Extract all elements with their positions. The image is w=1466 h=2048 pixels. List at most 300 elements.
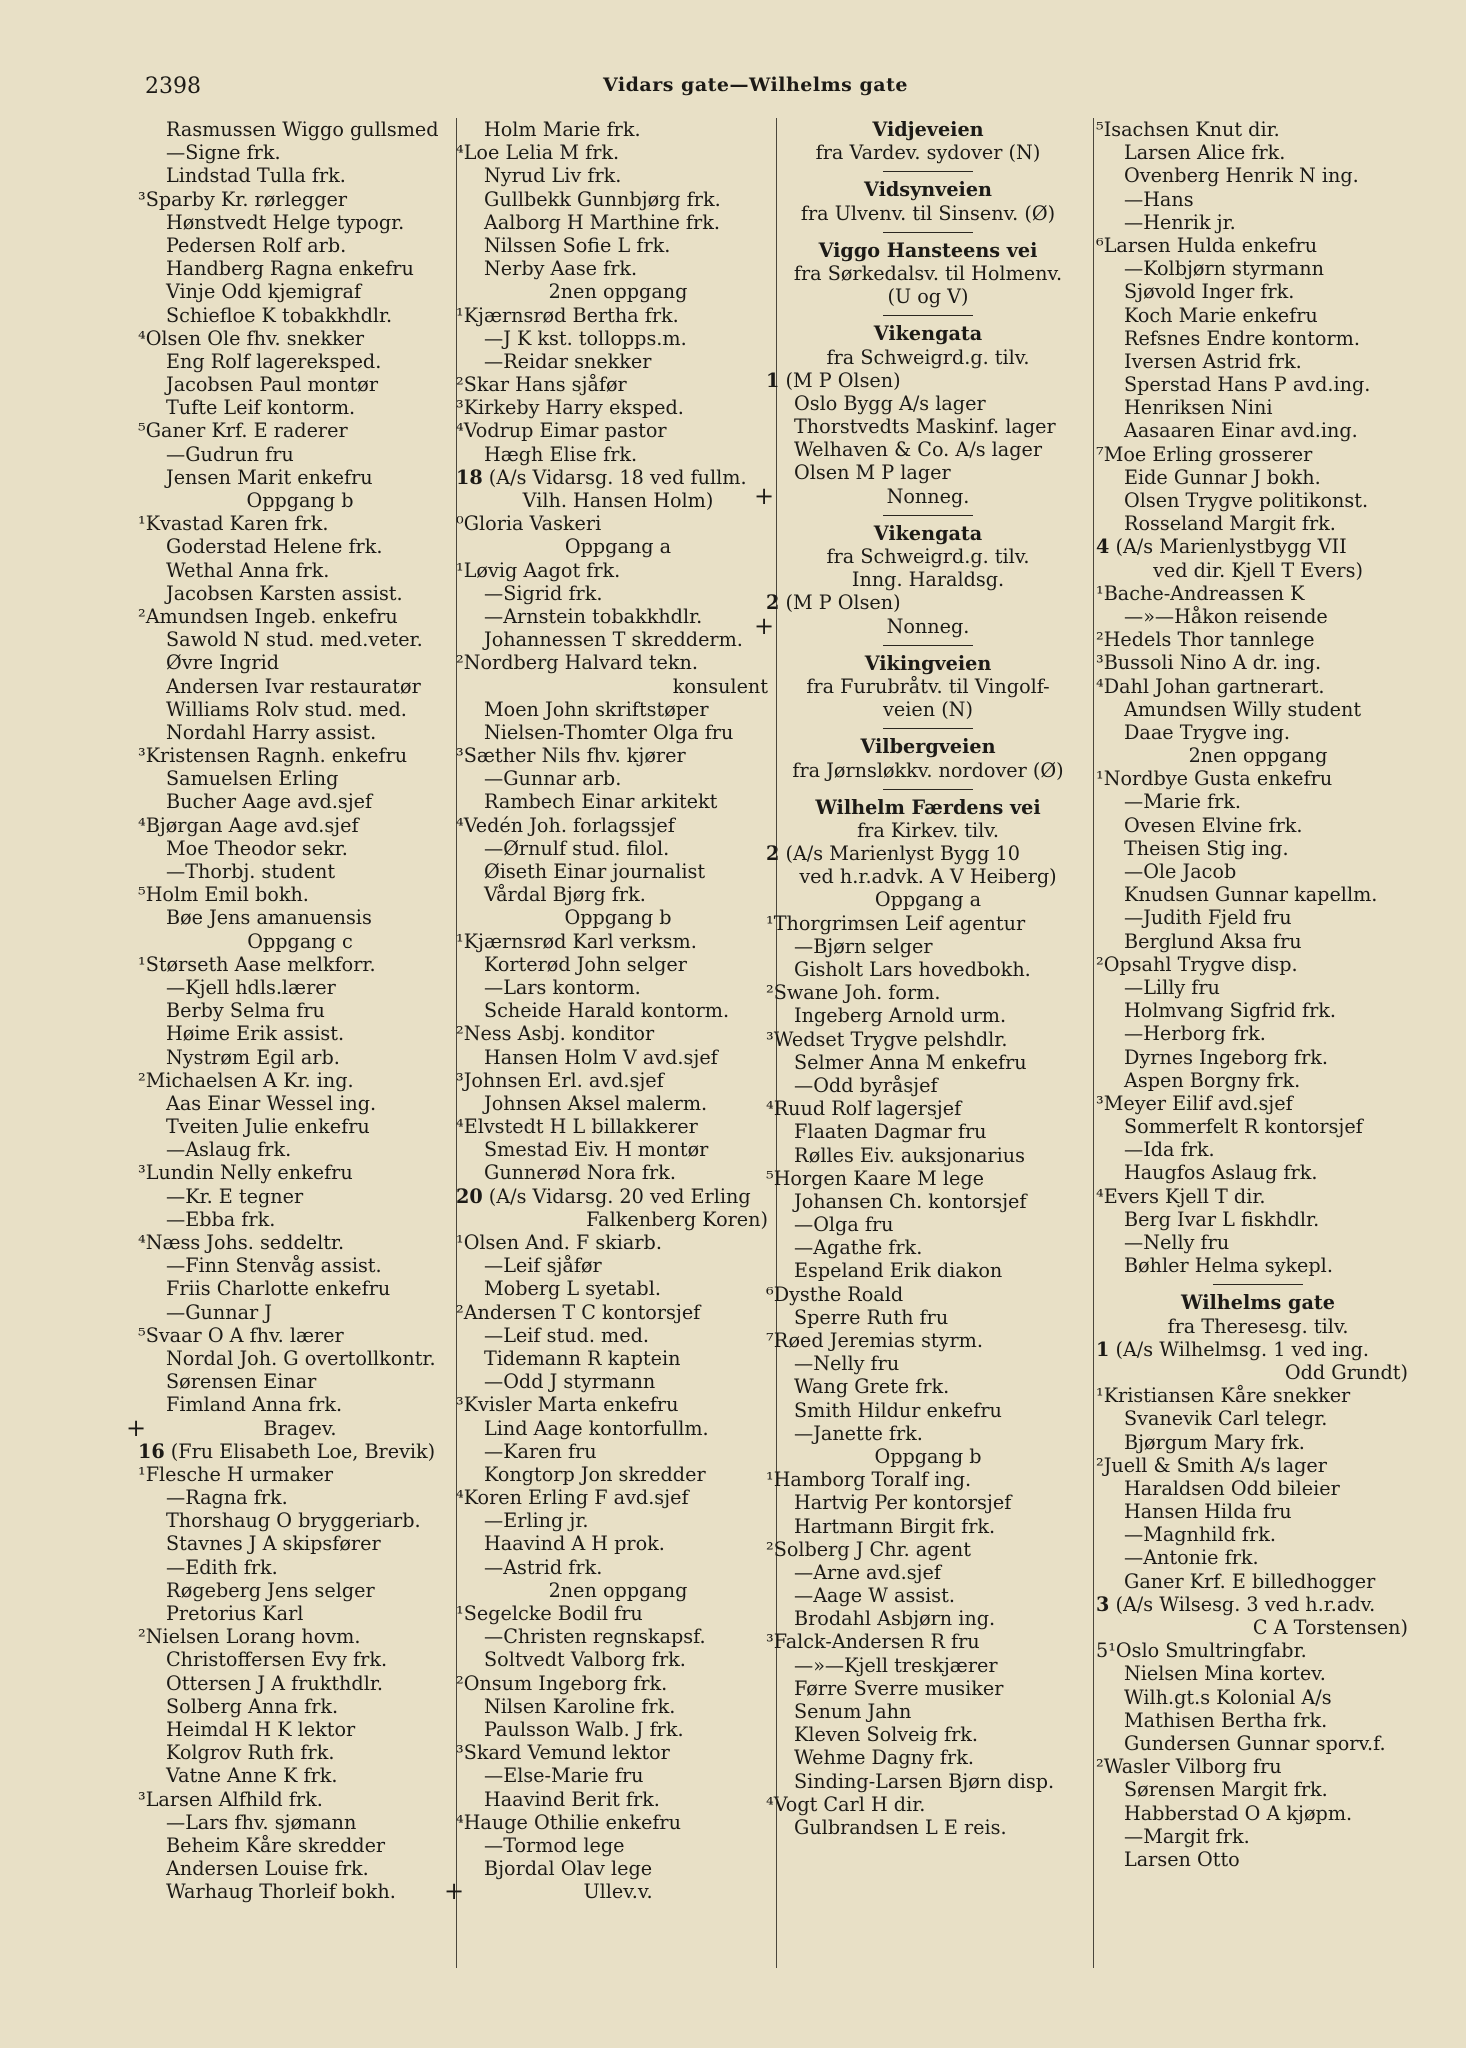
page-header xyxy=(145,74,1366,104)
entry-text: ⁶Dysthe Roald xyxy=(766,1282,904,1306)
directory-entry xyxy=(150,1138,450,1161)
directory-entry xyxy=(138,1161,450,1184)
entry-text: Smestad Eiv. H montør xyxy=(484,1138,709,1162)
entry-text: ²Andersen T C kontorsjef xyxy=(456,1300,701,1324)
section-label xyxy=(1108,1315,1408,1338)
entry-text: ²Skar Hans sjåfør xyxy=(456,373,627,397)
entry-text: Wilh.gt.s Kolonial A/s xyxy=(1124,1685,1332,1709)
directory-entry xyxy=(150,1393,450,1416)
directory-entry xyxy=(468,767,768,790)
directory-entry xyxy=(456,512,768,535)
directory-entry xyxy=(456,1672,768,1695)
entry-text: Bragev. xyxy=(263,1416,337,1440)
directory-entry xyxy=(1108,790,1408,813)
directory-entry xyxy=(1108,373,1408,396)
entry-text: Andersen Ivar restauratør xyxy=(166,674,421,698)
entry-text: ²Ness Asbj. konditor xyxy=(456,1022,655,1046)
entry-text: Selmer Anna M enkefru xyxy=(794,1050,1027,1074)
entry-text: ⁵Isachsen Knut dir. xyxy=(1096,118,1280,141)
directory-entry xyxy=(138,327,450,350)
column-1 xyxy=(126,118,450,1904)
entry-text: —Judith Fjeld fru xyxy=(1124,906,1292,930)
entry-text: Hønstvedt Helge typogr. xyxy=(166,210,405,234)
directory-entry xyxy=(778,1213,1078,1236)
directory-entry xyxy=(468,860,768,883)
entry-text: 18 (A/s Vidarsg. 18 ved fullm. xyxy=(456,465,747,489)
entry-text: ¹Løvig Aagot frk. xyxy=(456,558,621,582)
directory-entry xyxy=(778,1236,1078,1259)
directory-entry xyxy=(468,1648,768,1671)
cross-street-icon: + xyxy=(754,481,775,510)
entry-text: Wethal Anna frk. xyxy=(166,558,330,582)
entry-text: ⁴Vedén Joh. forlagssjef xyxy=(456,813,675,837)
entry-text: Bøe Jens amanuensis xyxy=(166,906,372,930)
directory-entry xyxy=(1108,188,1408,211)
entry-text: —Kjell hdls.lærer xyxy=(166,975,336,999)
building-number-line xyxy=(766,369,1078,392)
entry-text: —Arnstein tobakkhdlr. xyxy=(484,604,703,628)
entry-text: —Ragna frk. xyxy=(166,1486,288,1510)
entry-text: Eide Gunnar J bokh. xyxy=(1124,465,1321,489)
directory-entry xyxy=(1108,512,1408,535)
directory-entry xyxy=(150,1880,450,1903)
street-heading xyxy=(778,118,1078,141)
entry-text: Larsen Otto xyxy=(1124,1847,1240,1871)
entry-text: ⁴Elvstedt H L billakkerer xyxy=(456,1115,698,1139)
entry-text: Sperstad Hans P avd.ing. xyxy=(1124,373,1371,397)
directory-entry xyxy=(766,1630,1078,1653)
entry-text: Gulbrandsen L E reis. xyxy=(794,1815,1007,1839)
entry-text: Viggo Hansteens vei xyxy=(818,238,1038,262)
entry-text: fra Jørnsløkkv. nordover (Ø) xyxy=(792,758,1064,782)
entry-text: Vårdal Bjørg frk. xyxy=(484,883,646,907)
entry-text: Holmvang Sigfrid frk. xyxy=(1124,999,1336,1023)
directory-entry xyxy=(1108,1022,1408,1045)
directory-entry xyxy=(150,1811,450,1834)
directory-entry xyxy=(150,675,450,698)
section-label xyxy=(778,888,1078,911)
entry-text: Hartvig Per kontorsjef xyxy=(794,1491,1012,1515)
entry-text: ³Kirkeby Harry eksped. xyxy=(456,396,684,420)
directory-entry xyxy=(468,721,768,744)
entry-text: ²Wasler Vilborg fru xyxy=(1096,1755,1282,1779)
entry-text: Kongtorp Jon skredder xyxy=(484,1462,706,1486)
entry-text: ¹Kvastad Karen frk. xyxy=(138,512,329,536)
entry-text: —Lars kontorm. xyxy=(484,975,641,999)
entry-text: —Ørnulf stud. filol. xyxy=(484,836,670,860)
entry-text: Scheide Harald kontorm. xyxy=(484,999,730,1023)
section-label xyxy=(150,489,450,512)
directory-entry xyxy=(1108,1709,1408,1732)
entry-text: Vilh. Hansen Holm) xyxy=(522,489,714,512)
entry-text: —Marie frk. xyxy=(1124,790,1242,814)
entry-text: —Finn Stenvåg assist. xyxy=(166,1254,382,1278)
directory-entry xyxy=(150,396,450,419)
directory-entry xyxy=(468,1347,768,1370)
directory-entry xyxy=(468,1834,768,1857)
entry-text: ²Swane Joh. form. xyxy=(766,981,941,1005)
street-heading xyxy=(778,652,1078,675)
section-label xyxy=(468,535,768,558)
entry-text: Koch Marie enkefru xyxy=(1124,303,1318,327)
directory-entry xyxy=(1108,1500,1408,1523)
entry-text: Høime Erik assist. xyxy=(166,1022,345,1046)
directory-entry xyxy=(778,1074,1078,1097)
directory-entry xyxy=(456,814,768,837)
directory-entry xyxy=(468,790,768,813)
building-number-line xyxy=(766,591,1078,614)
entry-text: —J K kst. tollopps.m. xyxy=(484,326,687,350)
entry-text: ved h.r.advk. A V Heiberg) xyxy=(799,865,1057,889)
entry-text: ²Hedels Thor tannlege xyxy=(1096,628,1315,652)
directory-entry xyxy=(778,1306,1078,1329)
directory-entry xyxy=(1096,1755,1408,1778)
entry-text: ³Larsen Alfhild frk. xyxy=(138,1787,323,1811)
section-label xyxy=(778,202,1078,225)
directory-entry xyxy=(766,1028,1078,1051)
entry-text: Kolgrov Ruth frk. xyxy=(166,1741,335,1765)
entry-text: ¹Hamborg Toralf ing. xyxy=(766,1468,972,1492)
directory-entry xyxy=(1108,1477,1408,1500)
directory-entry xyxy=(138,1788,450,1811)
entry-text: Habberstad O A kjøpm. xyxy=(1124,1801,1353,1825)
cross-street-icon: + xyxy=(754,611,775,640)
entry-text: Daae Trygve ing. xyxy=(1124,720,1290,744)
entry-text: Olsen M P lager xyxy=(794,461,951,485)
directory-entry xyxy=(778,1144,1078,1167)
directory-entry xyxy=(778,1120,1078,1143)
directory-entry xyxy=(150,1370,450,1393)
entry-text: ¹Nordbye Gusta enkefru xyxy=(1096,767,1333,791)
directory-entry xyxy=(1096,1639,1408,1662)
directory-entry xyxy=(468,1695,768,1718)
entry-text: Wehme Dagny frk. xyxy=(794,1746,974,1770)
directory-entry xyxy=(1096,234,1408,257)
entry-text: Nerby Aase frk. xyxy=(484,257,638,281)
directory-entry xyxy=(468,698,768,721)
directory-entry xyxy=(778,1654,1078,1677)
entry-text: Rølles Eiv. auksjonarius xyxy=(794,1143,1025,1167)
directory-entry xyxy=(468,1046,768,1069)
section-divider xyxy=(778,225,1078,239)
entry-text: (U og V) xyxy=(887,285,969,309)
entry-text: Gisholt Lars hovedbokh. xyxy=(794,958,1031,981)
directory-entry xyxy=(766,1283,1078,1306)
directory-entry xyxy=(766,981,1078,1004)
directory-entry xyxy=(456,1022,768,1045)
entry-text: Berg Ivar L fiskhdlr. xyxy=(1124,1207,1320,1231)
directory-entry xyxy=(150,1509,450,1532)
entry-text: —Agathe frk. xyxy=(794,1236,923,1260)
entry-text: Hægh Elise frk. xyxy=(484,442,638,466)
section-label xyxy=(778,545,1078,568)
directory-entry xyxy=(150,1092,450,1115)
entry-text: Gullbekk Gunnbjørg frk. xyxy=(484,187,721,211)
entry-text: Haavind Berit frk. xyxy=(484,1787,660,1811)
directory-entry xyxy=(456,1811,768,1834)
entry-text: —Ida frk. xyxy=(1124,1138,1215,1162)
entry-text: ¹Størseth Aase melkforr. xyxy=(138,952,376,976)
entry-text: Jacobsen Paul montør xyxy=(166,373,378,397)
directory-entry xyxy=(468,211,768,234)
directory-entry xyxy=(468,164,768,187)
directory-entry xyxy=(468,628,768,651)
entry-text: —Karen fru xyxy=(484,1439,597,1463)
entry-text: Nyrud Liv frk. xyxy=(484,164,622,188)
directory-entry xyxy=(138,883,450,906)
directory-entry xyxy=(150,582,450,605)
entry-text: ⁴Vodrup Eimar pastor xyxy=(456,419,667,443)
entry-text: ¹Kristiansen Kåre snekker xyxy=(1096,1384,1351,1408)
directory-entry xyxy=(1108,1161,1408,1184)
directory-entry xyxy=(778,1770,1078,1793)
directory-entry xyxy=(468,257,768,280)
directory-entry xyxy=(778,1700,1078,1723)
entry-text: 20 (A/s Vidarsg. 20 ved Erling xyxy=(456,1184,751,1208)
section-label xyxy=(778,285,1078,308)
entry-text: ³Skard Vemund lektor xyxy=(456,1741,670,1765)
column-3 xyxy=(754,118,1078,1839)
entry-text: Johannessen T skredderm. xyxy=(484,628,743,652)
directory-entry xyxy=(1096,1092,1408,1115)
directory-entry xyxy=(1108,1254,1408,1277)
entry-text: Aas Einar Wessel ing. xyxy=(166,1091,377,1115)
entry-text: Bjordal Olav lege xyxy=(484,1857,653,1881)
entry-text: —Antonie frk. xyxy=(1124,1546,1259,1570)
entry-text: ²Nielsen Lorang hovm. xyxy=(138,1625,361,1649)
directory-entry xyxy=(468,118,768,141)
entry-text: —Nelly fru xyxy=(794,1352,900,1376)
entry-text: Johnsen Aksel malerm. xyxy=(484,1091,708,1115)
entry-text: Smith Hildur enkefru xyxy=(794,1398,1002,1422)
building-number-line xyxy=(138,1440,450,1463)
entry-text: Vidsynveien xyxy=(864,178,992,202)
directory-entry xyxy=(1108,883,1408,906)
directory-entry xyxy=(778,415,1078,438)
directory-entry xyxy=(468,1857,768,1880)
entry-text: Nordahl Harry assist. xyxy=(166,720,377,744)
entry-text: Sommerfelt R kontorsjef xyxy=(1124,1115,1363,1139)
directory-entry xyxy=(1108,698,1408,721)
directory-entry xyxy=(456,304,768,327)
entry-text: —Henrik jr. xyxy=(1124,210,1236,234)
entry-text: —Aage W assist. xyxy=(794,1584,955,1608)
directory-entry xyxy=(468,1788,768,1811)
section-divider xyxy=(778,164,1078,178)
directory-entry xyxy=(766,1167,1078,1190)
directory-entry xyxy=(468,443,768,466)
entry-text: —Else-Marie fru xyxy=(484,1764,644,1788)
directory-entry xyxy=(1108,1208,1408,1231)
directory-entry xyxy=(778,1677,1078,1700)
directory-entry xyxy=(150,1185,450,1208)
directory-entry xyxy=(150,443,450,466)
entry-text: Ovesen Elvine frk. xyxy=(1124,813,1303,837)
directory-entry xyxy=(468,837,768,860)
directory-entry xyxy=(778,1561,1078,1584)
section-divider xyxy=(778,638,1078,652)
entry-text: ³Falck-Andersen R fru xyxy=(766,1630,980,1654)
section-divider xyxy=(1108,1277,1408,1291)
entry-text: Sawold N stud. med.veter. xyxy=(166,628,423,652)
entry-text: Henriksen Nini xyxy=(1124,396,1273,420)
directory-entry xyxy=(778,1399,1078,1422)
entry-text: ³Sparby Kr. rørlegger xyxy=(138,187,348,211)
directory-entry xyxy=(456,141,768,164)
entry-text: Moe Theodor sekr. xyxy=(166,836,348,860)
directory-entry xyxy=(150,999,450,1022)
entry-text: C A Torstensen) xyxy=(1252,1616,1408,1639)
directory-entry xyxy=(766,1329,1078,1352)
entry-text: Wang Grete frk. xyxy=(794,1375,950,1399)
entry-text: ¹Flesche H urmaker xyxy=(138,1462,334,1486)
directory-entry xyxy=(150,1695,450,1718)
directory-entry xyxy=(778,1004,1078,1027)
entry-text: Mathisen Bertha frk. xyxy=(1124,1708,1328,1732)
entry-text: Bucher Aage avd.sjef xyxy=(166,790,373,814)
directory-entry xyxy=(150,860,450,883)
street-heading xyxy=(778,796,1078,819)
directory-entry xyxy=(468,605,768,628)
entry-text: Knudsen Gunnar kapellm. xyxy=(1124,883,1378,907)
directory-entry xyxy=(150,1648,450,1671)
entry-text: ³Wedset Trygve pelshdlr. xyxy=(766,1027,1008,1051)
entry-text: Nilsen Karoline frk. xyxy=(484,1694,676,1718)
entry-text: Nielsen Mina kortev. xyxy=(1124,1662,1326,1686)
cross-street-icon: + xyxy=(126,1413,147,1442)
entry-text: Thorshaug O bryggeriarb. xyxy=(166,1509,421,1533)
directory-entry xyxy=(468,999,768,1022)
column-2 xyxy=(444,118,768,1906)
entry-text: Beheim Kåre skredder xyxy=(166,1833,386,1857)
entry-text: Iversen Astrid frk. xyxy=(1124,349,1302,373)
directory-entry xyxy=(150,1046,450,1069)
entry-text: —Sigrid frk. xyxy=(484,581,603,605)
entry-text: Fimland Anna frk. xyxy=(166,1393,343,1417)
entry-text: Nilssen Sofie L frk. xyxy=(484,233,671,257)
directory-entry xyxy=(138,605,450,628)
entry-text: —Olga fru xyxy=(794,1213,894,1237)
entry-text: fra Furubråtv. til Vingolf- xyxy=(806,674,1050,698)
entry-text: ⁴Hauge Othilie enkefru xyxy=(456,1810,681,1834)
entry-text: Inng. Haraldsg. xyxy=(851,568,1005,592)
building-number-line xyxy=(1096,535,1408,558)
directory-entry xyxy=(1096,628,1408,651)
directory-entry xyxy=(150,790,450,813)
entry-text: Sinding-Larsen Bjørn disp. xyxy=(794,1769,1055,1793)
entry-text: Øvre Ingrid xyxy=(166,651,280,675)
entry-text: —Gudrun fru xyxy=(166,442,294,466)
directory-entry xyxy=(1108,721,1408,744)
entry-text: Oppgang b xyxy=(874,1444,982,1468)
directory-entry xyxy=(1108,1686,1408,1709)
entry-text: —Odd J styrmann xyxy=(484,1370,656,1394)
entry-text: —Bjørn selger xyxy=(794,934,933,958)
entry-text: Flaaten Dagmar fru xyxy=(794,1120,987,1144)
directory-entry xyxy=(468,1625,768,1648)
entry-text: —Aslaug frk. xyxy=(166,1138,292,1162)
directory-entry xyxy=(1096,1384,1408,1407)
directory-entry xyxy=(468,582,768,605)
entry-text: Korterød John selger xyxy=(484,952,687,976)
directory-entry xyxy=(1108,999,1408,1022)
page-title: Vidars gate—Wilhelms gate xyxy=(603,74,908,96)
directory-entry xyxy=(150,1602,450,1625)
directory-entry xyxy=(468,1161,768,1184)
directory-entry xyxy=(456,419,768,442)
directory-entry xyxy=(1108,1570,1408,1593)
entry-text: —Lars fhv. sjømann xyxy=(166,1810,357,1834)
column-4 xyxy=(1096,118,1408,1871)
entry-text: —»—Kjell treskjærer xyxy=(794,1653,998,1677)
entry-text: ¹Segelcke Bodil fru xyxy=(456,1602,643,1625)
entry-text: Stavnes J A skipsfører xyxy=(166,1532,381,1556)
directory-entry xyxy=(468,1208,768,1231)
entry-text: —Thorbj. student xyxy=(166,860,336,883)
entry-text: Warhaug Thorleif bokh. xyxy=(166,1880,396,1904)
directory-entry xyxy=(1096,118,1408,141)
entry-text: ¹Olsen And. F skiarb. xyxy=(456,1231,662,1254)
entry-text: ⁴Koren Erling F avd.sjef xyxy=(456,1486,689,1510)
entry-text: veien (N) xyxy=(883,698,973,722)
section-label xyxy=(778,262,1078,285)
entry-text: 5¹Oslo Smultringfabr. xyxy=(1096,1639,1307,1663)
directory-entry xyxy=(150,1301,450,1324)
section-label xyxy=(468,1579,768,1602)
entry-text: Oppgang a xyxy=(874,888,982,912)
directory-entry xyxy=(1108,1046,1408,1069)
entry-text: 2nen oppgang xyxy=(548,280,688,304)
entry-text: ⁵Holm Emil bokh. xyxy=(138,883,309,907)
entry-text: Soltvedt Valborg frk. xyxy=(484,1648,686,1672)
section-label xyxy=(126,1413,450,1442)
entry-text: Nonneg. xyxy=(886,484,970,508)
directory-entry xyxy=(150,767,450,790)
directory-entry xyxy=(456,1393,768,1416)
directory-entry xyxy=(468,1440,768,1463)
directory-entry xyxy=(778,1746,1078,1769)
directory-entry xyxy=(778,1816,1078,1839)
entry-text: Samuelsen Erling xyxy=(166,767,339,791)
directory-entry xyxy=(150,466,450,489)
street-heading xyxy=(778,178,1078,201)
page-number: 2398 xyxy=(145,74,201,99)
entry-text: ²Juell & Smith A/s lager xyxy=(1096,1453,1327,1477)
entry-text: 1 (A/s Wilhelmsg. 1 ved ing. xyxy=(1096,1337,1369,1361)
directory-entry xyxy=(1108,860,1408,883)
entry-text: Nystrøm Egil arb. xyxy=(166,1045,340,1069)
section-divider xyxy=(778,721,1078,735)
directory-entry xyxy=(468,1764,768,1787)
directory-entry xyxy=(1108,1361,1408,1384)
directory-entry xyxy=(150,1672,450,1695)
directory-entry xyxy=(456,930,768,953)
entry-text: Tufte Leif kontorm. xyxy=(166,396,356,420)
directory-entry xyxy=(468,234,768,257)
entry-text: Jensen Marit enkefru xyxy=(166,465,373,489)
entry-text: —Tormod lege xyxy=(484,1833,625,1857)
directory-entry xyxy=(1108,1778,1408,1801)
directory-entry xyxy=(468,327,768,350)
entry-text: fra Sørkedalsv. til Holmenv. xyxy=(793,261,1063,285)
directory-entry xyxy=(138,1069,450,1092)
directory-entry xyxy=(138,1231,450,1254)
directory-entry xyxy=(150,1741,450,1764)
entry-text: —Arne avd.sjef xyxy=(794,1560,941,1584)
entry-text: ⁴Bjørgan Aage avd.sjef xyxy=(138,813,359,837)
entry-text: Williams Rolv stud. med. xyxy=(166,697,407,721)
directory-entry xyxy=(456,559,768,582)
